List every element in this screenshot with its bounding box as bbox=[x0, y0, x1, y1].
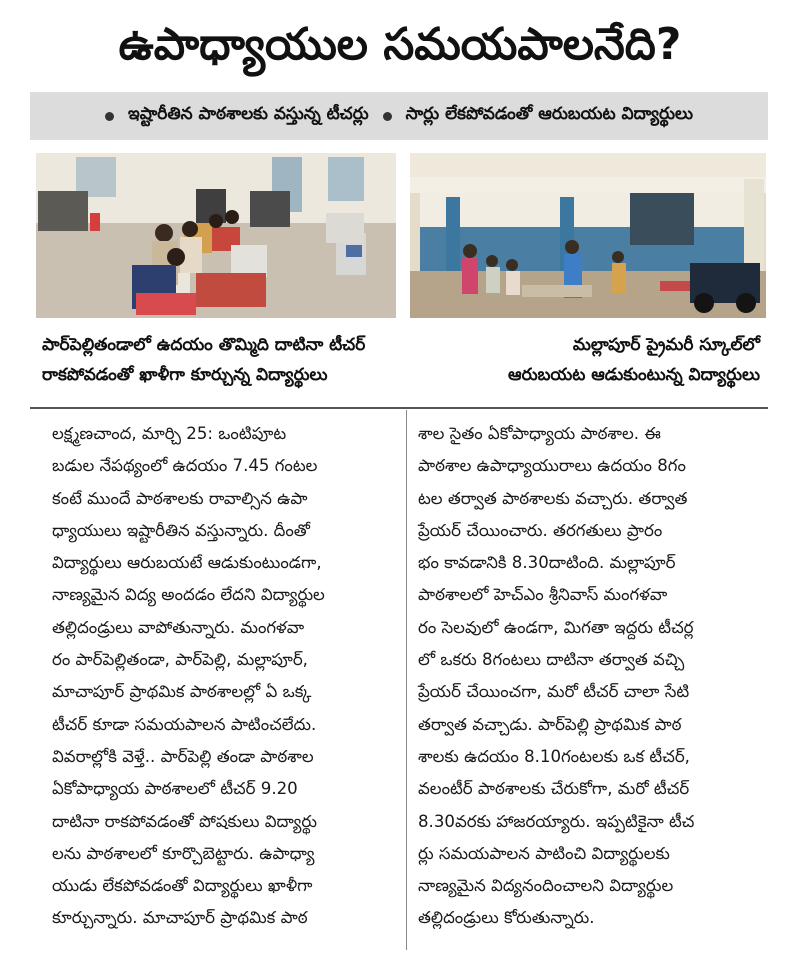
divider bbox=[30, 407, 768, 409]
photo-caption-left bbox=[42, 330, 402, 390]
school-exterior-photo bbox=[410, 153, 766, 318]
body-line: టీచర్ కూడా సమయపాలన పాటించలేదు. bbox=[52, 714, 317, 734]
body-line: వివరాల్లోకి వెళ్తే.. పార్‌పెల్లి తండా పాఠశాల bbox=[52, 746, 314, 766]
body-line: నాణ్యమైన విద్య అందడం లేదని విద్యార్థుల bbox=[52, 585, 325, 605]
body-line: శాల సైతం ఏకోపాధ్యాయ పాఠశాల. ఈ bbox=[418, 424, 661, 443]
bullet-icon bbox=[383, 112, 392, 121]
body-line: ధ్యాయులు ఇష్టారీతిన వస్తున్నారు. దీంతో bbox=[52, 520, 310, 540]
body-line: లక్ష్మణచాంద, మార్చి 25: ఒంటిపూట bbox=[52, 424, 287, 443]
body-line: యుడు లేకపోవడంతో విద్యార్థులు ఖాళీగా bbox=[52, 876, 313, 896]
body-line: కంటే ముందే పాఠశాలకు రావాల్సిన ఉపా bbox=[52, 488, 308, 508]
body-line: మాచాపూర్ ప్రాథమిక పాఠశాలల్లో ఏ ఒక్క bbox=[52, 682, 312, 702]
body-line: లో ఒకరు 8గంటలు దాటినా తర్వాత వచ్చి bbox=[418, 650, 685, 670]
article-column-right bbox=[418, 418, 770, 935]
body-line: తర్వాత వచ్చాడు. పార్‌పెల్లి ప్రాథమిక పాఠ bbox=[418, 714, 682, 734]
subheadline-bar bbox=[30, 92, 768, 140]
body-line: టల తర్వాత పాఠశాలకు వచ్చారు. తర్వాత bbox=[418, 488, 688, 508]
classroom-photo bbox=[36, 153, 396, 318]
body-line: బడుల నేపథ్యంలో ఉదయం 7.45 గంటల bbox=[52, 456, 318, 476]
body-line: లను పాఠశాలలో కూర్చొబెట్టారు. ఉపాధ్యా bbox=[52, 843, 315, 863]
body-line: తల్లిదండ్రులు కోరుతున్నారు. bbox=[418, 908, 595, 928]
column-divider bbox=[406, 410, 407, 950]
body-line: ప్రేయర్ చేయించారు. తరగతులు ప్రారం bbox=[418, 520, 663, 540]
caption-line: ఆరుబయట ఆడుకుంటున్న విద్యార్థులు bbox=[508, 365, 760, 385]
bullet-icon bbox=[105, 112, 114, 121]
body-line: శాలకు ఉదయం 8.10గంటలకు ఒక టీచర్, bbox=[418, 746, 690, 766]
body-line: వలంటీర్ పాఠశాలకు చేరుకోగా, మరో టీచర్ bbox=[418, 779, 690, 799]
headline: ఉపాధ్యాయుల సమయపాలనేది? bbox=[118, 19, 682, 70]
body-line: పాఠశాలలో హెచ్‌ఎం శ్రీనివాస్ మంగళవా bbox=[418, 585, 668, 605]
body-line: 8.30వరకు హాజరయ్యారు. ఇప్పటికైనా టీచ bbox=[418, 811, 695, 831]
body-line: భం కావడానికి 8.30దాటింది. మల్లాపూర్ bbox=[418, 553, 676, 573]
article-column-left bbox=[52, 418, 397, 935]
body-line: కూర్చున్నారు. మాచాపూర్ ప్రాథమిక పాఠ bbox=[52, 908, 308, 928]
body-line: పాఠశాల ఉపాధ్యాయురాలు ఉదయం 8గం bbox=[418, 456, 686, 476]
body-line: రం పార్‌పెల్లితండా, పార్‌పెల్లి, మల్లాపూర్, bbox=[52, 650, 308, 670]
caption-line: పార్‌పెల్లితండాలో ఉదయం తొమ్మిది దాటినా టీచర్ bbox=[42, 335, 366, 355]
body-line: నాణ్యమైన విద్యనందించాలని విద్యార్థుల bbox=[418, 876, 674, 896]
subheadline-2: సార్లు లేకపోవడంతో ఆరుబయట విద్యార్థులు bbox=[405, 104, 693, 124]
body-line: రం సెలవులో ఉండగా, మిగతా ఇద్దరు టీచర్ల bbox=[418, 617, 694, 637]
caption-line: మల్లాపూర్ ప్రైమరీ స్కూల్‌లో bbox=[572, 335, 760, 355]
body-line: ఏకోపాధ్యాయ పాఠశాలలో టీచర్ 9.20 bbox=[52, 779, 298, 799]
caption-line: రాకపోవడంతో ఖాళీగా కూర్చున్న విద్యార్థులు bbox=[42, 365, 328, 385]
body-line: ప్రేయర్ చేయించగా, మరో టీచర్ చాలా సేటి bbox=[418, 682, 690, 702]
body-line: దాటినా రాకపోవడంతో పోషకులు విద్యార్థు bbox=[52, 811, 317, 831]
body-line: విద్యార్థులు ఆరుబయటే ఆడుకుంటుండగా, bbox=[52, 553, 322, 573]
body-line: ర్లు సమయపాలన పాటించి విద్యార్థులకు bbox=[418, 843, 670, 863]
photo-caption-right bbox=[460, 330, 760, 390]
body-line: తల్లిదండ్రులు వాపోతున్నారు. మంగళవా bbox=[52, 617, 305, 637]
subheadline-1: ఇష్టారీతిన పాఠశాలకు వస్తున్న టీచర్లు bbox=[128, 104, 369, 124]
